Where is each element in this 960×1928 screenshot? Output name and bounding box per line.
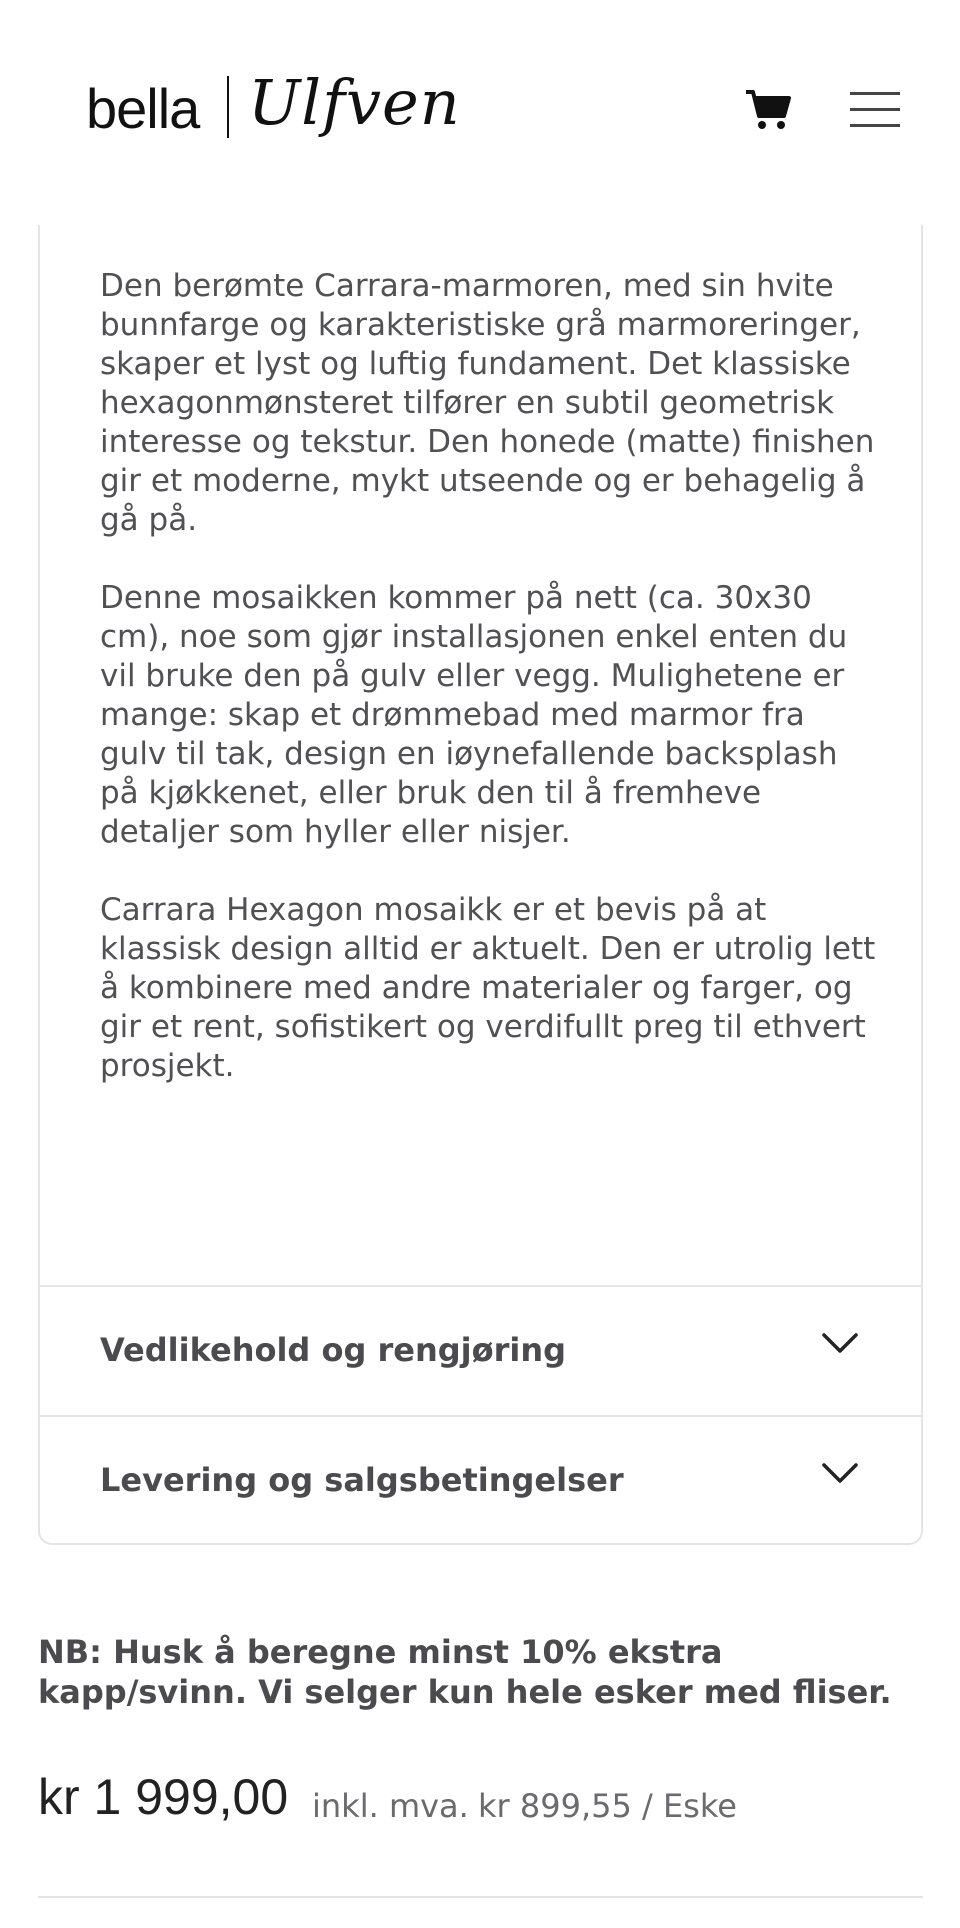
price-main: kr 1 999,00: [38, 1769, 289, 1825]
logo-separator: [227, 76, 229, 138]
price-unit: kr 899,55 / Eske: [478, 1787, 737, 1825]
logo-brand-text: bella: [86, 77, 200, 140]
description-paragraph: Den berømte Carrara-marmoren, med sin hvite bunnfarge og karakteristiske grå marmoreringer, skaper et lyst og luftig fundament. Det klassiske hexagonmønsteret tilfører en subtil geometrisk interesse og tekstur. Den honede (matte) finishen gir et moderne, mykt utseende og er behagelig å gå på.: [100, 268, 875, 538]
site-logo[interactable]: [86, 66, 461, 144]
cart-icon[interactable]: [744, 88, 792, 132]
logo-script-text: Ulfven: [248, 66, 461, 139]
accordion-maintenance[interactable]: [40, 1285, 921, 1415]
description-paragraph: Denne mosaikken kommer på nett (ca. 30x30 cm), noe som gjør installasjonen enkel enten du vil bruke den på gulv eller vegg. Mulighetene er mange: skap et drømmebad med marmor fra gulv til tak, design en iøynefallende backsplash på kjøkkenet, eller bruk den til å fremheve detaljer som hyller eller nisjer.: [100, 580, 848, 850]
product-description: [100, 267, 880, 1125]
product-info-card: [38, 225, 923, 1545]
chevron-down-icon[interactable]: [820, 1461, 860, 1487]
accordion-delivery[interactable]: [40, 1415, 921, 1545]
price-row: [38, 1762, 923, 1832]
description-paragraph: Carrara Hexagon mosaikk er et bevis på at klassisk design alltid er aktuelt. Den er utrolig lett å kombinere med andre materialer og farger, og gir et rent, sofistikert og verdifullt preg til ethvert prosjekt.: [100, 892, 876, 1084]
accordion-label: Vedlikehold og rengjøring: [100, 1331, 567, 1369]
price-vat-label: inkl. mva.: [312, 1787, 469, 1825]
waste-note: NB: Husk å beregne minst 10% ekstra kapp/svinn. Vi selger kun hele esker med fliser.: [38, 1633, 892, 1711]
accordion-label: Levering og salgsbetingelser: [100, 1461, 624, 1499]
divider: [38, 1896, 923, 1898]
hamburger-menu-icon[interactable]: [850, 90, 900, 130]
site-header: [0, 0, 960, 225]
chevron-down-icon[interactable]: [820, 1331, 860, 1357]
